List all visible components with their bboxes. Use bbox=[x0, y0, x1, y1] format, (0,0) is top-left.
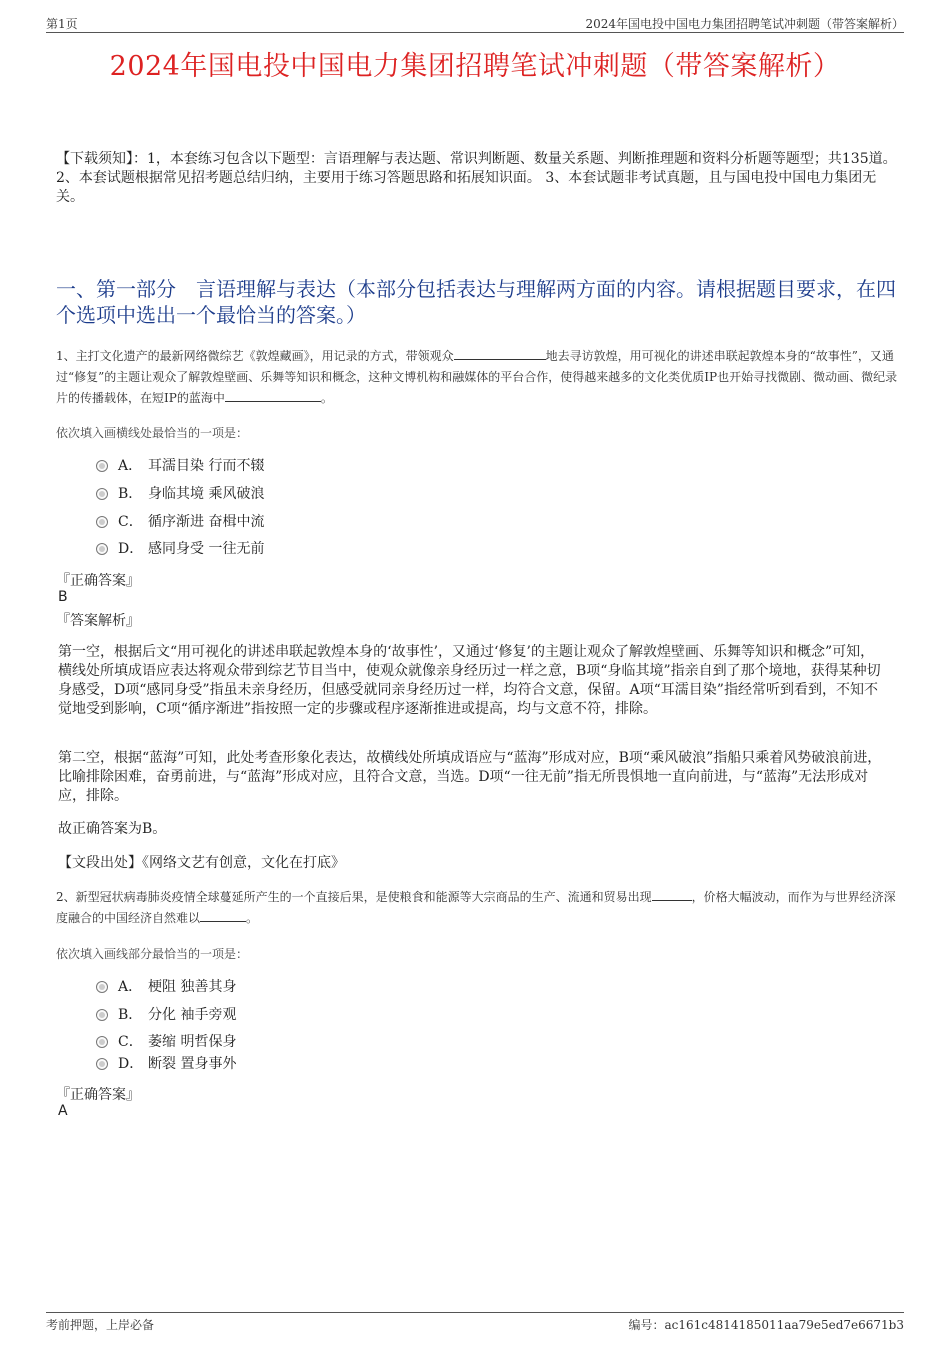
radio-icon[interactable] bbox=[96, 543, 108, 555]
q1-option-d[interactable]: D． 感同身受 一往无前 bbox=[96, 539, 264, 559]
blank-line bbox=[652, 888, 692, 901]
q1-option-c[interactable]: C． 循序渐进 奋楫中流 bbox=[96, 512, 264, 532]
footer-slogan: 考前押题，上岸必备 bbox=[46, 1318, 155, 1332]
q2-prompt: 依次填入画线部分最恰当的一项是： bbox=[56, 947, 249, 961]
q1-text-c: 。 bbox=[320, 391, 333, 405]
q1-option-a[interactable]: A． 耳濡目染 行而不辍 bbox=[96, 456, 264, 476]
q1-analysis-label: 『答案解析』 bbox=[56, 613, 140, 629]
q2-text-a: 2、新型冠状病毒肺炎疫情全球蔓延所产生的一个直接后果，是使粮食和能源等大宗商品的生产、流通和贸易出现 bbox=[56, 890, 652, 904]
q1-answer: B bbox=[58, 589, 68, 605]
q2-answer-label: 『正确答案』 bbox=[56, 1087, 140, 1103]
blank-line bbox=[225, 389, 321, 402]
radio-icon[interactable] bbox=[96, 516, 108, 528]
q1-analysis-p2: 第二空，根据“蓝海”可知，此处考查形象化表达，故横线处所填成语应与“蓝海”形成对应，B项“乘风破浪”指船只乘着风势破浪前进，比喻排除困难，奋勇前进，与“蓝海”形成对应，且符合文意，当选。D项“一往无前”指无所畏惧地一直向前进，与“蓝海”无法形成对应，排除。 bbox=[58, 750, 882, 804]
radio-icon[interactable] bbox=[96, 1058, 108, 1070]
blank-line bbox=[454, 347, 546, 360]
radio-icon[interactable] bbox=[96, 1036, 108, 1048]
q2-text-c: 。 bbox=[246, 911, 259, 925]
page-footer bbox=[46, 1312, 904, 1333]
page-header bbox=[46, 14, 904, 33]
q1-prompt: 依次填入画横线处最恰当的一项是： bbox=[56, 426, 249, 440]
q1-analysis-p3: 故正确答案为B。 bbox=[58, 821, 167, 837]
q1-analysis-p1: 第一空，根据后文“用可视化的讲述串联起敦煌本身的‘故事性’，又通过‘修复’的主题让观众了解敦煌壁画、乐舞等知识和概念”可知，横线处所填成语应表达将观众带到综艺节目当中，使观众就像亲身经历过一样之意，B项“身临其境”指亲自到了那个境地，获得某种切身感受，D项“感同身受”指虽未亲身经历，但感受就同亲身经历过一样，均符合文意，保留。A项“耳濡目染”指经常听到看到，不知不觉地受到影响，C项“循序渐进”指按照一定的步骤或程序逐渐推进或提高，均与文意不符，排除。 bbox=[58, 644, 881, 717]
q2-option-a[interactable]: A． 梗阻 独善其身 bbox=[96, 977, 236, 997]
q1-answer-label: 『正确答案』 bbox=[56, 573, 140, 589]
q2-text-b: ，价格大幅波动，而作为与世界经济深度融合的中国经济自然难以 bbox=[56, 890, 896, 925]
document-title: 2024年国电投中国电力集团招聘笔试冲刺题（带答案解析） bbox=[109, 51, 841, 82]
radio-icon[interactable] bbox=[96, 460, 108, 472]
header-doc-title: 2024年国电投中国电力集团招聘笔试冲刺题（带答案解析） bbox=[585, 17, 904, 31]
radio-icon[interactable] bbox=[96, 981, 108, 993]
blank-line bbox=[200, 909, 246, 922]
radio-icon[interactable] bbox=[96, 1009, 108, 1021]
question-2-stem bbox=[56, 887, 901, 929]
q2-option-d[interactable]: D． 断裂 置身事外 bbox=[96, 1054, 236, 1074]
q1-option-b[interactable]: B． 身临其境 乘风破浪 bbox=[96, 484, 264, 504]
q1-text-a: 1、主打文化遗产的最新网络微综艺《敦煌藏画》，用记录的方式，带领观众 bbox=[56, 349, 454, 363]
radio-icon[interactable] bbox=[96, 488, 108, 500]
q2-option-c[interactable]: C． 萎缩 明哲保身 bbox=[96, 1032, 236, 1052]
q2-answer: A bbox=[58, 1103, 68, 1119]
q1-source: 【文段出处】《网络文艺有创意，文化在打底》 bbox=[58, 855, 345, 871]
q2-option-b[interactable]: B． 分化 袖手旁观 bbox=[96, 1005, 236, 1025]
question-1-stem bbox=[56, 346, 901, 409]
page-number: 第1页 bbox=[46, 17, 78, 31]
footer-doc-id: 编号：ac161c4814185011aa79e5ed7e6671b3 bbox=[628, 1318, 904, 1332]
section-heading: 一、第一部分 言语理解与表达（本部分包括表达与理解两方面的内容。请根据题目要求，在四个选项中选出一个最恰当的答案。） bbox=[56, 277, 896, 327]
q1-text-b: 地去寻访敦煌，用可视化的讲述串联起敦煌本身的“故事性”，又通过“修复”的主题让观众了解敦煌壁画、乐舞等知识和概念，这种文博机构和融媒体的平台合作，使得越来越多的文化类优质IP也开始寻找微剧、微动画、微纪录片的传播载体，在短IP的蓝海中 bbox=[56, 349, 898, 405]
download-notice: 【下载须知】：1，本套练习包含以下题型：言语理解与表达题、常识判断题、数量关系题、判断推理题和资料分析题等题型；共135道。 2、本套试题根据常见招考题总结归纳，主要用于练习答题思路和拓展知识面。 3、本套试题非考试真题，且与国电投中国电力集团无关。 bbox=[56, 151, 897, 205]
